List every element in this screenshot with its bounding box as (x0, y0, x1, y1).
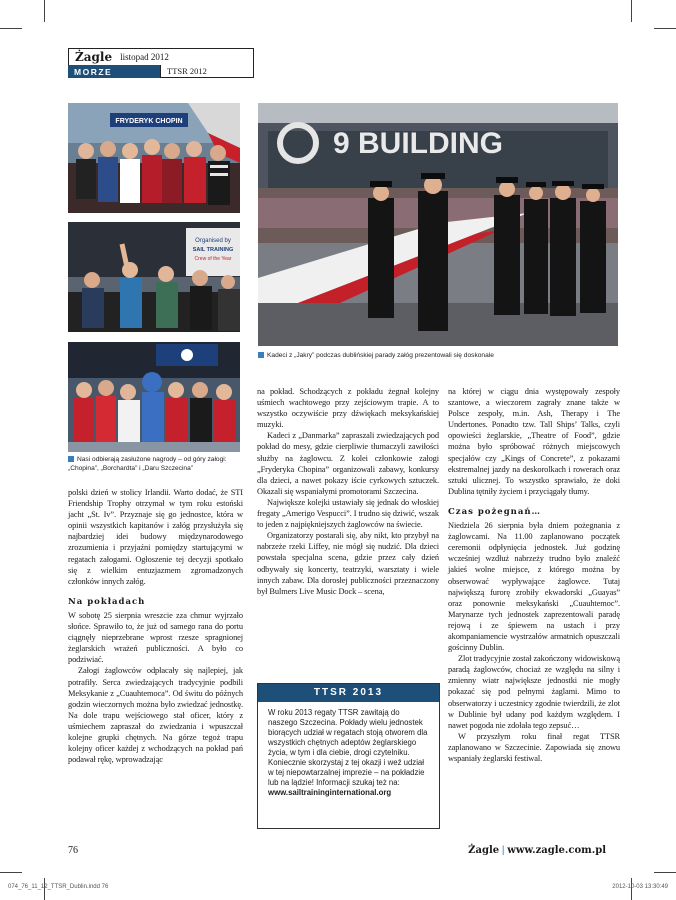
photo-dar-szczecina-crew-image (68, 342, 240, 452)
caption-marker (258, 352, 264, 358)
ttsr-2013-box (257, 683, 440, 829)
paragraph: polski dzień w stolicy Irlandii. Warto dodać, że STI Friendship Trophy otrzymał w tym roku estoński jacht „St. Iv”. Przyznaje się go jednostce, która w opinii wszystkich kapitanów i załóg przysłużyła się najbardziej idei budowy międzynarodowego zrozumienia i przyjaźni pomiędzy startującymi w regatach załogami. Ogłoszenie tej decyzji spotkało się z wielkim entuzjazmem zgromadzonych członków innych załóg. (68, 488, 243, 586)
photo-chopin-crew-image (68, 103, 240, 213)
caption-right-text: Kadeci z „Jakry” podczas dublińskiej parady załóg prezentowali się doskonale (267, 352, 494, 359)
building-sign: 9 BUILDING (332, 127, 504, 160)
article-column-2 (257, 386, 439, 597)
masthead-bottom (68, 65, 254, 78)
paragraph: Największe kolejki ustawiały się jednak do włoskiej fregaty „Amerigo Vespucci”. I trudno się dziwić, wszak to jeden z najpiękniejszych żaglowców na świecie. (257, 497, 439, 530)
paragraph: Załogi żaglowców odpłacały się najlepiej, jak potrafiły. Serca zwiedzających tradycyjnie podbili Meksykanie z „Cuauhtemoca”. Od świtu do późnych godzin wieczornych można było zwiedzać jednostkę. Na dole trapu wejściowego stał oficer, który z uśmiechem zapraszał do zwiedzania i wpuszczał kolejne grupki chętnych. Na górze tegoż trapu kolejny oficer każdej z wchodzących na pokład pań podawał rękę, wprowadzając (68, 666, 243, 765)
footer-magazine-name: Żagle (468, 845, 500, 856)
section-label: MORZE (68, 65, 160, 78)
slug-timestamp: 2012-10-03 13:30:49 (612, 884, 668, 890)
footer-separator: | (501, 845, 505, 856)
magazine-name: Żagle (75, 50, 113, 64)
slug-file-info: 074_76_11_12_TTSR_Dublin.indd 76 (8, 884, 109, 890)
stage-banner-line-2: SAIL TRAINING (192, 247, 234, 253)
crop-mark (654, 28, 676, 29)
paragraph: Zlot tradycyjnie został zakończony widowiskową paradą żaglowców, chociaż ze względu na silny i zmienny wiatr największe jednostki nie mogły pokazać się pod pełnymi żaglami. Mimo to obserwatorzy i uczestnicy zgodnie twierdzili, że zlot w Dublinie był udany pod każdym względem. I nawet pogoda nie zdołała tego zepsuć… (448, 654, 620, 730)
ttsr-2013-box-body (258, 702, 439, 804)
footer-magazine (468, 845, 606, 856)
photo-borchardt-crew-image (68, 222, 240, 332)
page-number: 76 (68, 845, 78, 856)
paragraph: Kadeci z „Danmarka” zapraszali zwiedzających pod pokład do mesy, gdzie cierpliwie tłumaczyli zawiłości służby na żaglowcu. Z kolei członkowie załogi „Fryderyka Chopina” organizowali zabawy, konkursy dla dzieci, a nawet pokazy iście cyrkowych sztuczek. Okazali się wspaniałymi promotorami Szczecina. (257, 431, 439, 496)
banner-text: FRYDERYK CHOPIN (115, 118, 183, 125)
article-column-1 (68, 487, 243, 765)
photo-cadets-parade-image (258, 103, 618, 346)
paragraph: Niedziela 26 sierpnia była dniem pożegnania z żaglowcami. Na 11.00 zaplanowano początek ceremonii odpłynięcia jednostek. Już godzinę wcześniej wzdłuż nabrzeży trudno było znaleźć jakieś wolne miejsce, z którego można by obserwować wypływające żaglowce. Tutaj największą furorę zrobiły ekwadorski „Guayas” oraz ponownie meksykański „Cuauhtemoc”. Marynarze tych jednostek zaprezentowali paradę rejową i ze śpiewem na ustach i przy akompaniamencie wystrzałów armatnich opuszczali gościnny Dublin. (448, 521, 620, 653)
paragraph: na której w ciągu dnia występowały zespoły szantowe, a wieczorem zagrały znane także w Polsce zespoły, m.in. Ash, Therapy i The Undertones. Ponadto tzw. Tall Ships’ Talks, czyli opowieści żeglarskie, „Theatre of Food”, gdzie można było spróbować różnych miejscowych specjałów czy „Kings of Concrete”, z pokazami ekstremalnej jazdy na deskorolkach i rowerach oraz sztuki ulicznej. To wszystko sprawiało, że doki Dublina tętniły życiem i przyciągały tłumy. (448, 387, 620, 496)
issue-date: listopad 2012 (120, 52, 169, 62)
paragraph: Organizatorzy postarali się, aby nikt, kto przybył na nabrzeże rzeki Liffey, nie mógł się nudzić. Dla dzieci powstała specjalna scena, gdzie przez cały dzień odbywały się koncerty, teatrzyki, warsztaty i wiele innych zabaw. Dla dorosłej publiczności przeznaczony był Bulmers Live Music Dock – scena, (257, 531, 439, 596)
paragraph: na pokład. Schodzących z pokładu żegnał kolejny uśmiech wachtowego przy zejściowym trapie. A to wszystko oczywiście przy dźwiękach meksykańskiej muzyki. (257, 387, 439, 430)
footer-url[interactable]: www.zagle.com.pl (507, 845, 606, 856)
caption-marker (68, 456, 74, 462)
crop-mark (631, 0, 632, 22)
photo-cadets-parade (258, 103, 618, 346)
ttsr-2013-box-text: W roku 2013 regaty TTSR zawitają do naszego Szczecina. Pokłady wielu jednostek biorących udział w regatach stoją otworem dla wszystkich chętnych adeptów żeglarskiego życia, w tym i dla ciebie, drogi czytelniku. Koniecznie skorzystaj z tej okazji i weź udział w tej niepowtarzalnej imprezie – na pokładzie lub na lądzie! Informacji szukaj też na: (268, 708, 428, 787)
crop-mark (0, 872, 22, 873)
ttsr-2013-box-url[interactable]: www.sailtraininginternational.org (268, 788, 392, 797)
caption-left-text: Nasi odbierają zasłużone nagrody – od góry załogi: „Chopina”, „Borchardta” i „Daru Szczecina” (68, 456, 227, 472)
paragraph: W sobotę 25 sierpnia wreszcie zza chmur wyjrzało słońce. Sprawiło to, że już od samego rana do portu ciągnęły nieprzebrane wprost rzesze spragnionej żeglarskich wrażeń publiczności. A było co podziwiać. (68, 610, 243, 665)
crop-mark (0, 28, 22, 29)
masthead-top (68, 48, 254, 65)
paragraph: W przyszłym roku finał regat TTSR zaplanowano w Szczecinie. Zapowiada się znowu wspaniały żeglarski festiwal. (448, 731, 620, 763)
crop-mark (44, 0, 45, 22)
subheading-czas-pozegnan: Czas pożegnań… (448, 506, 542, 517)
caption-left (68, 456, 240, 473)
masthead (68, 48, 254, 78)
stage-banner-line-1: Organised by (195, 238, 231, 244)
stage-banner-line-3: Crew of the Year (194, 256, 232, 262)
photo-chopin-crew (68, 103, 240, 213)
subheading-na-pokladach: Na pokładach (68, 596, 146, 607)
photo-dar-szczecina-crew (68, 342, 240, 452)
caption-right (258, 352, 618, 361)
ttsr-2013-box-title: TTSR 2013 (258, 684, 439, 702)
photo-borchardt-crew (68, 222, 240, 332)
section-tag: TTSR 2012 (160, 65, 254, 78)
article-column-3 (448, 386, 620, 764)
crop-mark (654, 872, 676, 873)
